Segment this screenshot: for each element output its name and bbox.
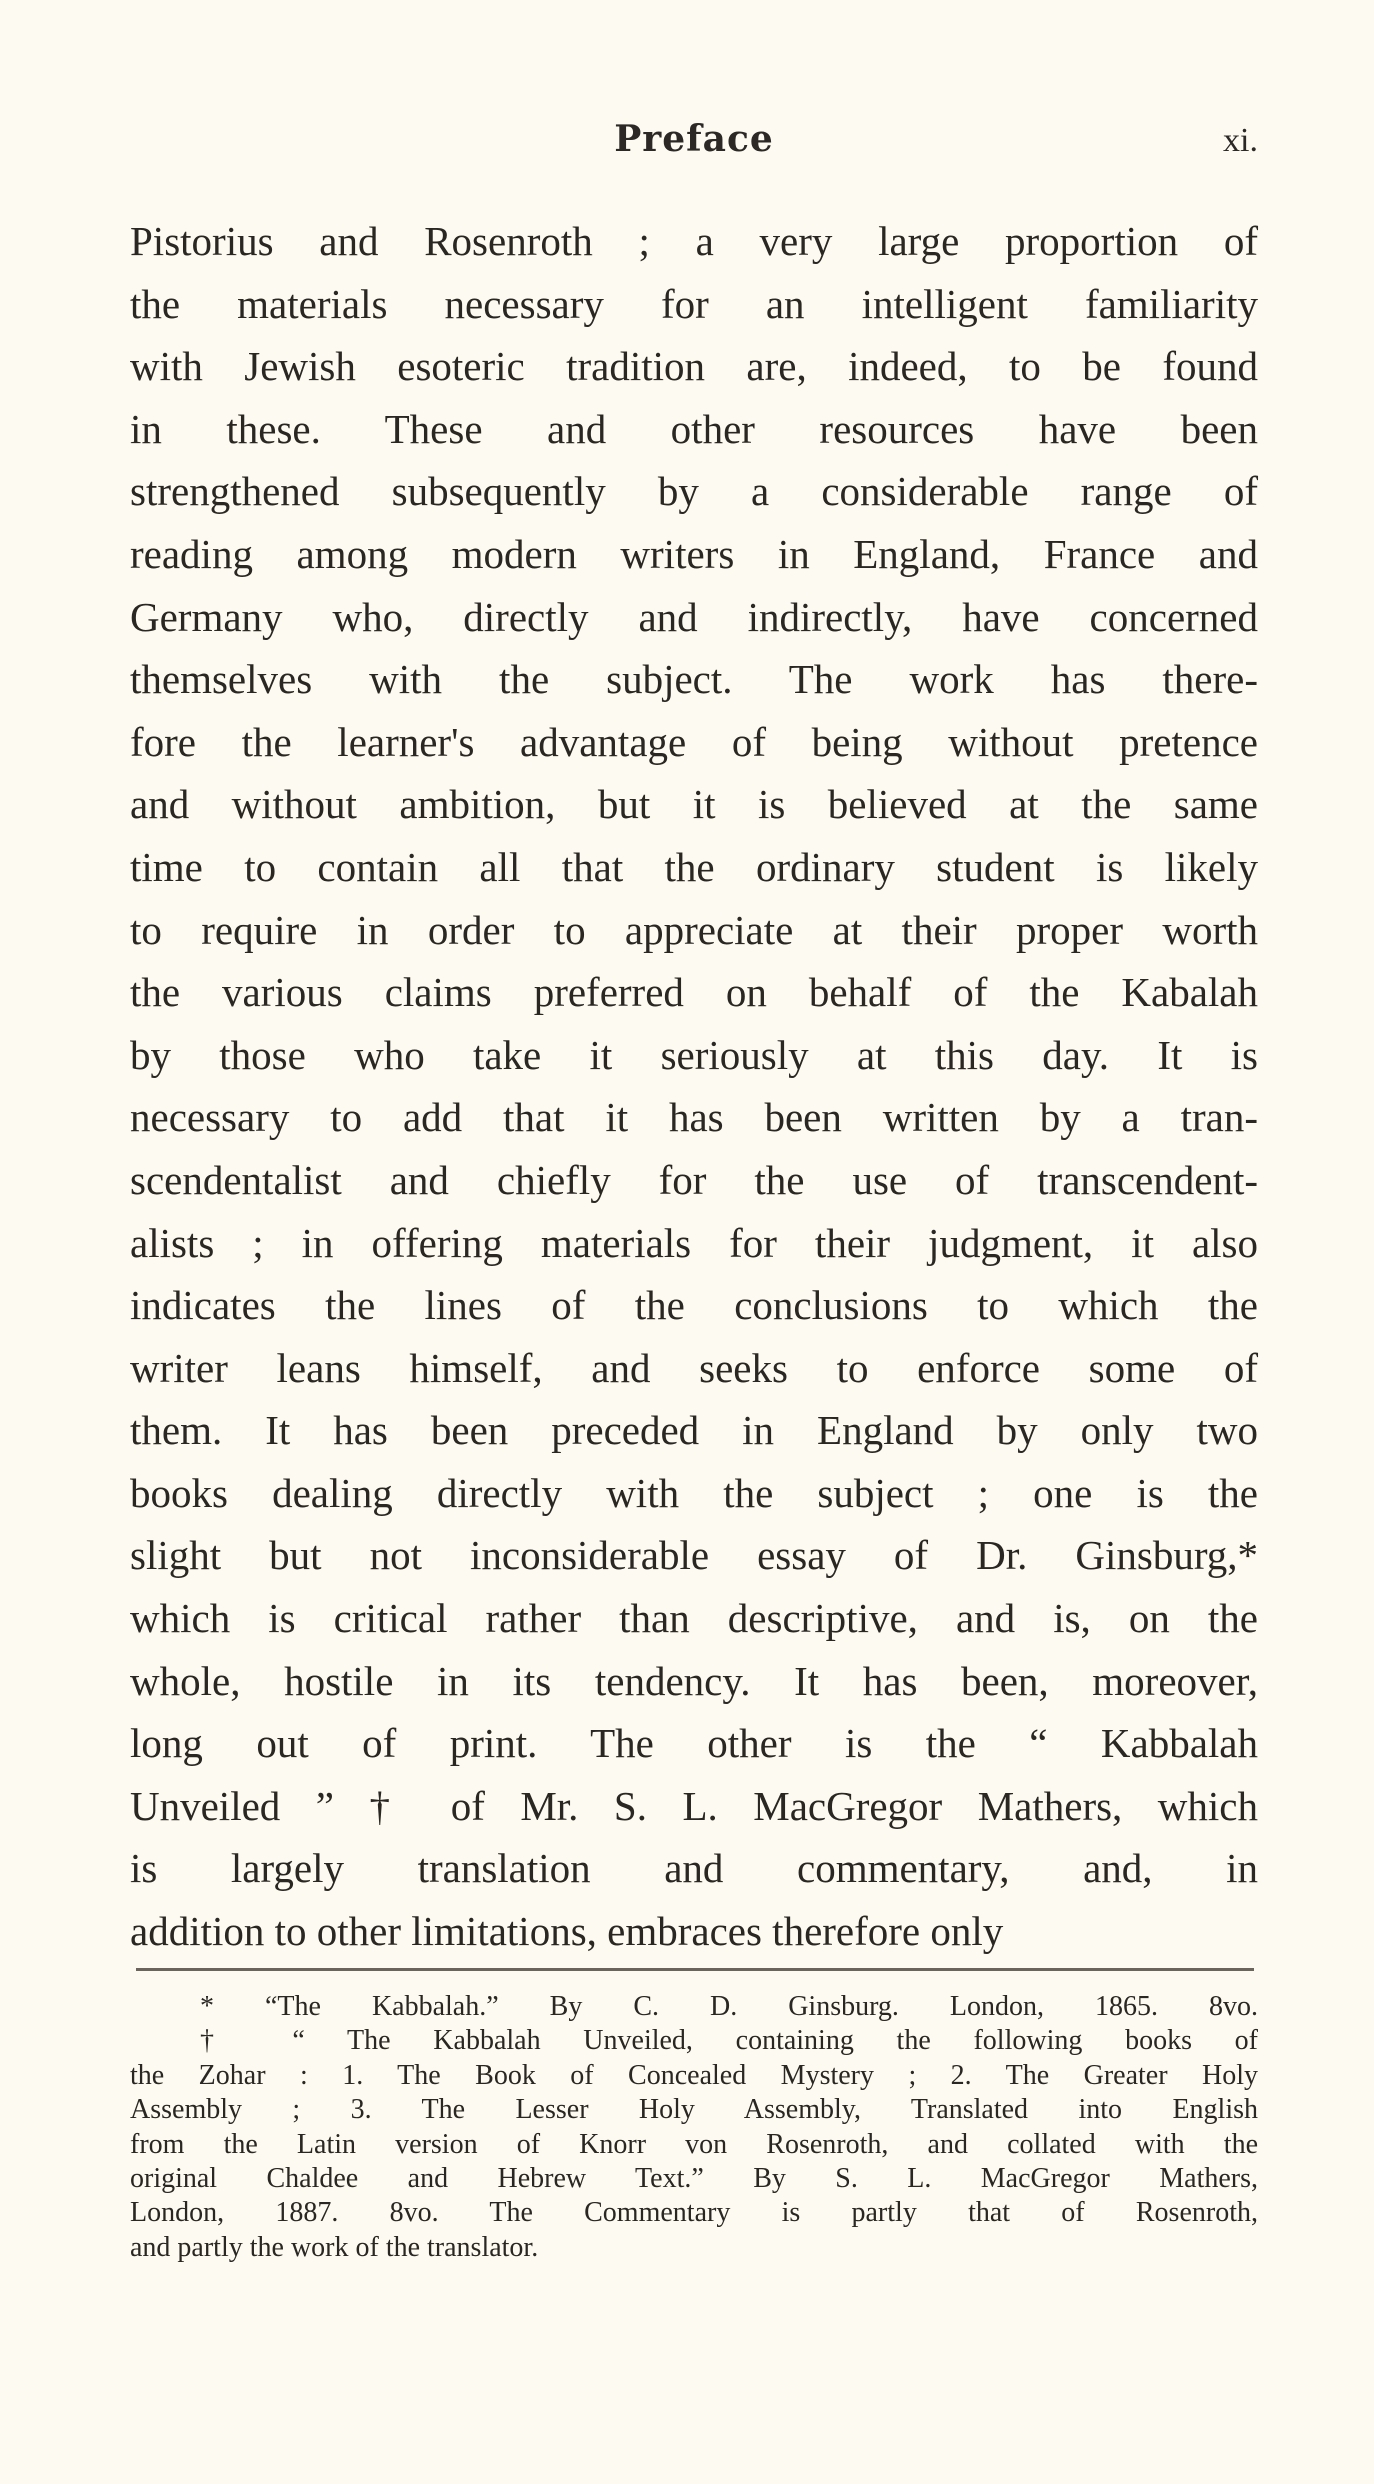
footnote-line: † “ The Kabbalah Unveiled, containing the following books of (200, 2025, 1258, 2057)
text-line: slight but not inconsiderable essay of Dr. Ginsburg,* (130, 1532, 1258, 1579)
footnote-line: from the Latin version of Knorr von Rosenroth, and collated with the (130, 2128, 1258, 2160)
text-line: by those who take it seriously at this day. It is (130, 1031, 1258, 1078)
text-line: Unveiled ” † of Mr. S. L. MacGregor Mathers, which (130, 1782, 1258, 1829)
text-line: in these. These and other resources have been (130, 405, 1258, 452)
body-text (130, 210, 1258, 1963)
text-line: Pistorius and Rosenroth ; a very large proportion of (130, 218, 1258, 264)
text-line: books dealing directly with the subject ; one is the (130, 1469, 1258, 1516)
text-line: alists ; in offering materials for their judgment, it also (130, 1219, 1258, 1266)
footnote-line: and partly the work of the translator. (130, 2231, 539, 2263)
footnote-line: the Zohar : 1. The Book of Concealed Mystery ; 2. The Greater Holy (130, 2059, 1258, 2091)
footnote-line: original Chaldee and Hebrew Text.” By S. L. MacGregor Mathers, (130, 2162, 1258, 2194)
text-line: is largely translation and commentary, and, in (130, 1845, 1258, 1892)
text-line: addition to other limitations, embraces therefore only (130, 1908, 1004, 1955)
text-line: the various claims preferred on behalf of the Kabalah (130, 969, 1258, 1016)
text-line: time to contain all that the ordinary student is likely (130, 843, 1258, 890)
footnote-line: * “The Kabbalah.” By C. D. Ginsburg. London, 1865. 8vo. (200, 1991, 1258, 2022)
page-number: xi. (1223, 122, 1258, 159)
running-head (130, 118, 1258, 178)
text-line: necessary to add that it has been written by a tran- (130, 1094, 1258, 1141)
text-line: them. It has been preceded in England by only two (130, 1407, 1258, 1454)
footnote-line: Assembly ; 3. The Lesser Holy Assembly, Translated into English (130, 2094, 1258, 2126)
running-title: Preface (614, 118, 774, 160)
text-line: scendentalist and chiefly for the use of transcendent- (130, 1156, 1258, 1203)
text-line: reading among modern writers in England, France and (130, 530, 1258, 577)
text-line: the materials necessary for an intelligent familiarity (130, 280, 1258, 327)
text-line: Germany who, directly and indirectly, have concerned (130, 593, 1258, 640)
footnote-line: London, 1887. 8vo. The Commentary is partly that of Rosenroth, (130, 2197, 1258, 2229)
text-line: indicates the lines of the conclusions to which the (130, 1282, 1258, 1329)
text-line: writer leans himself, and seeks to enforce some of (130, 1344, 1258, 1391)
text-line: long out of print. The other is the “ Kabbalah (130, 1720, 1258, 1767)
footnote-rule (136, 1968, 1254, 1971)
text-line: strengthened subsequently by a considerable range of (130, 468, 1258, 515)
text-line: whole, hostile in its tendency. It has been, moreover, (130, 1657, 1258, 1704)
text-line: themselves with the subject. The work has there- (130, 656, 1258, 703)
text-line: with Jewish esoteric tradition are, indeed, to be found (130, 343, 1258, 390)
text-line: and without ambition, but it is believed at the same (130, 781, 1258, 828)
text-line: which is critical rather than descriptive, and is, on the (130, 1595, 1258, 1642)
text-line: to require in order to appreciate at their proper worth (130, 906, 1258, 953)
footnotes (130, 1990, 1258, 2265)
text-line: fore the learner's advantage of being without pretence (130, 718, 1258, 765)
